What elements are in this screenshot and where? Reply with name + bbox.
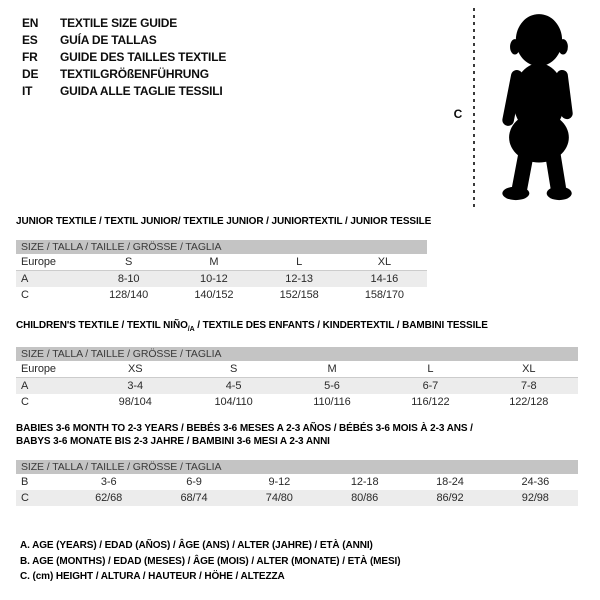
- guide-title-en: TEXTILE SIZE GUIDE: [60, 16, 178, 30]
- table-row-age: [16, 271, 427, 288]
- guide-title-es: GUÍA DE TALLAS: [60, 33, 157, 47]
- table-row-europe: [16, 254, 427, 271]
- size-cell: L: [257, 254, 342, 271]
- size-cell: 80/86: [322, 490, 407, 506]
- guide-title-it: GUIDA ALLE TAGLIE TESSILI: [60, 84, 223, 98]
- guide-title-fr: GUIDE DES TAILLES TEXTILE: [60, 50, 227, 64]
- language-row-de: [22, 66, 226, 83]
- size-header-label: SIZE / TALLA / TAILLE / GRÖSSE / TAGLIA: [16, 460, 578, 474]
- language-code: ES: [22, 33, 38, 47]
- language-code: FR: [22, 50, 38, 64]
- row-label: A: [16, 378, 86, 395]
- height-dashed-line: [473, 8, 475, 209]
- size-header-bar: [16, 460, 578, 474]
- junior-size-table: [16, 240, 427, 303]
- size-cell: XL: [480, 361, 578, 378]
- row-label: B: [21, 476, 29, 488]
- section-title-junior: JUNIOR TEXTILE / TEXTIL JUNIOR/ TEXTILE JUNIOR / JUNIORTEXTIL / JUNIOR TESSILE: [16, 216, 432, 227]
- size-cell: 110/116: [313, 396, 351, 408]
- table-row-height: [16, 394, 578, 410]
- size-cell: 7-8: [480, 378, 578, 395]
- size-cell: 92/98: [493, 490, 578, 506]
- height-measure-label-c: C: [453, 107, 463, 121]
- language-row-en: [22, 15, 226, 32]
- size-header-label: SIZE / TALLA / TAILLE / GRÖSSE / TAGLIA: [16, 347, 578, 361]
- size-cell: XS: [86, 361, 184, 378]
- toddler-silhouette-icon: [485, 8, 591, 210]
- row-label: C: [21, 289, 29, 301]
- size-cell: 68/74: [151, 490, 236, 506]
- size-cell: 3-6: [100, 476, 117, 488]
- size-cell: 14-16: [342, 271, 427, 288]
- table-row-europe: [16, 361, 578, 378]
- size-cell: M: [283, 361, 381, 378]
- size-cell: XL: [342, 254, 427, 271]
- size-cell: 8-10: [86, 271, 171, 288]
- size-cell: 24-36: [521, 476, 550, 488]
- row-label: C: [21, 396, 29, 408]
- size-cell: 140/152: [194, 289, 234, 301]
- section-title-babies-line2: BABYS 3-6 MONATE BIS 2-3 JAHRE / BAMBINI 3-6 MESI A 2-3 ANNI: [16, 436, 330, 447]
- size-cell: 4-5: [184, 378, 282, 395]
- size-cell: S: [184, 361, 282, 378]
- language-code: DE: [22, 67, 39, 81]
- footnote-a: A. AGE (YEARS) / EDAD (AÑOS) / ÂGE (ANS) / ALTER (JAHRE) / ETÀ (ANNI): [20, 540, 373, 551]
- section-title-children-post: / TEXTILE DES ENFANTS / KINDERTEXTIL / BAMBINI TESSILE: [194, 320, 488, 331]
- language-code: EN: [22, 16, 39, 30]
- size-cell: 128/140: [109, 289, 149, 301]
- size-cell: 104/110: [214, 396, 253, 408]
- size-cell: 158/170: [364, 289, 404, 301]
- size-cell: 12-18: [350, 476, 379, 488]
- size-cell: 5-6: [283, 378, 381, 395]
- table-row-months: [16, 474, 578, 490]
- section-title-babies-line1: BABIES 3-6 MONTH TO 2-3 YEARS / BEBÉS 3-6 MESES A 2-3 AÑOS / BÉBÉS 3-6 MOIS À 2-3 ANS /: [16, 423, 473, 434]
- size-cell: 152/158: [279, 289, 319, 301]
- footnote-c: C. (cm) HEIGHT / ALTURA / HAUTEUR / HÖHE / ALTEZZA: [20, 571, 285, 582]
- row-label: C: [16, 490, 66, 506]
- section-title-children: [16, 319, 488, 336]
- size-cell: L: [381, 361, 479, 378]
- language-code: IT: [22, 84, 33, 98]
- subscript-a: /A: [187, 326, 195, 333]
- language-title-block: [22, 15, 226, 100]
- size-header-bar: [16, 240, 427, 254]
- size-cell: 62/68: [66, 490, 151, 506]
- height-measure-figure: [448, 6, 598, 212]
- size-cell: 116/122: [411, 396, 450, 408]
- footnote-b: B. AGE (MONTHS) / EDAD (MESES) / ÂGE (MOIS) / ALTER (MONATE) / ETÀ (MESI): [20, 555, 401, 567]
- language-row-it: [22, 83, 226, 100]
- size-cell: S: [86, 254, 171, 271]
- guide-title-de: TEXTILGRÖßENFÜHRUNG: [60, 67, 209, 81]
- row-label: Europe: [16, 254, 86, 271]
- footnotes-block: [20, 538, 400, 585]
- size-cell: 6-9: [186, 476, 202, 488]
- section-title-children-pre: CHILDREN'S TEXTILE / TEXTIL NIÑO: [16, 320, 188, 331]
- section-title-babies: [16, 422, 473, 448]
- size-cell: 74/80: [237, 490, 322, 506]
- table-row-height: [16, 287, 427, 303]
- size-cell: 12-13: [257, 271, 342, 288]
- size-cell: 6-7: [381, 378, 479, 395]
- size-cell: 18-24: [436, 476, 464, 488]
- table-row-age: [16, 378, 578, 395]
- size-cell: 9-12: [268, 476, 291, 488]
- size-cell: 86/92: [407, 490, 492, 506]
- babies-size-table: [16, 460, 578, 506]
- row-label: Europe: [16, 361, 86, 378]
- row-label: A: [16, 271, 86, 288]
- children-size-table: [16, 347, 578, 410]
- size-cell: 122/128: [509, 396, 549, 408]
- size-cell: 98/104: [118, 396, 152, 408]
- size-header-label: SIZE / TALLA / TAILLE / GRÖSSE / TAGLIA: [16, 240, 427, 254]
- size-cell: 3-4: [86, 378, 184, 395]
- table-row-height: [16, 490, 578, 506]
- size-cell: M: [171, 254, 256, 271]
- language-row-fr: [22, 49, 226, 66]
- size-cell: 10-12: [171, 271, 256, 288]
- language-row-es: [22, 32, 226, 49]
- size-header-bar: [16, 347, 578, 361]
